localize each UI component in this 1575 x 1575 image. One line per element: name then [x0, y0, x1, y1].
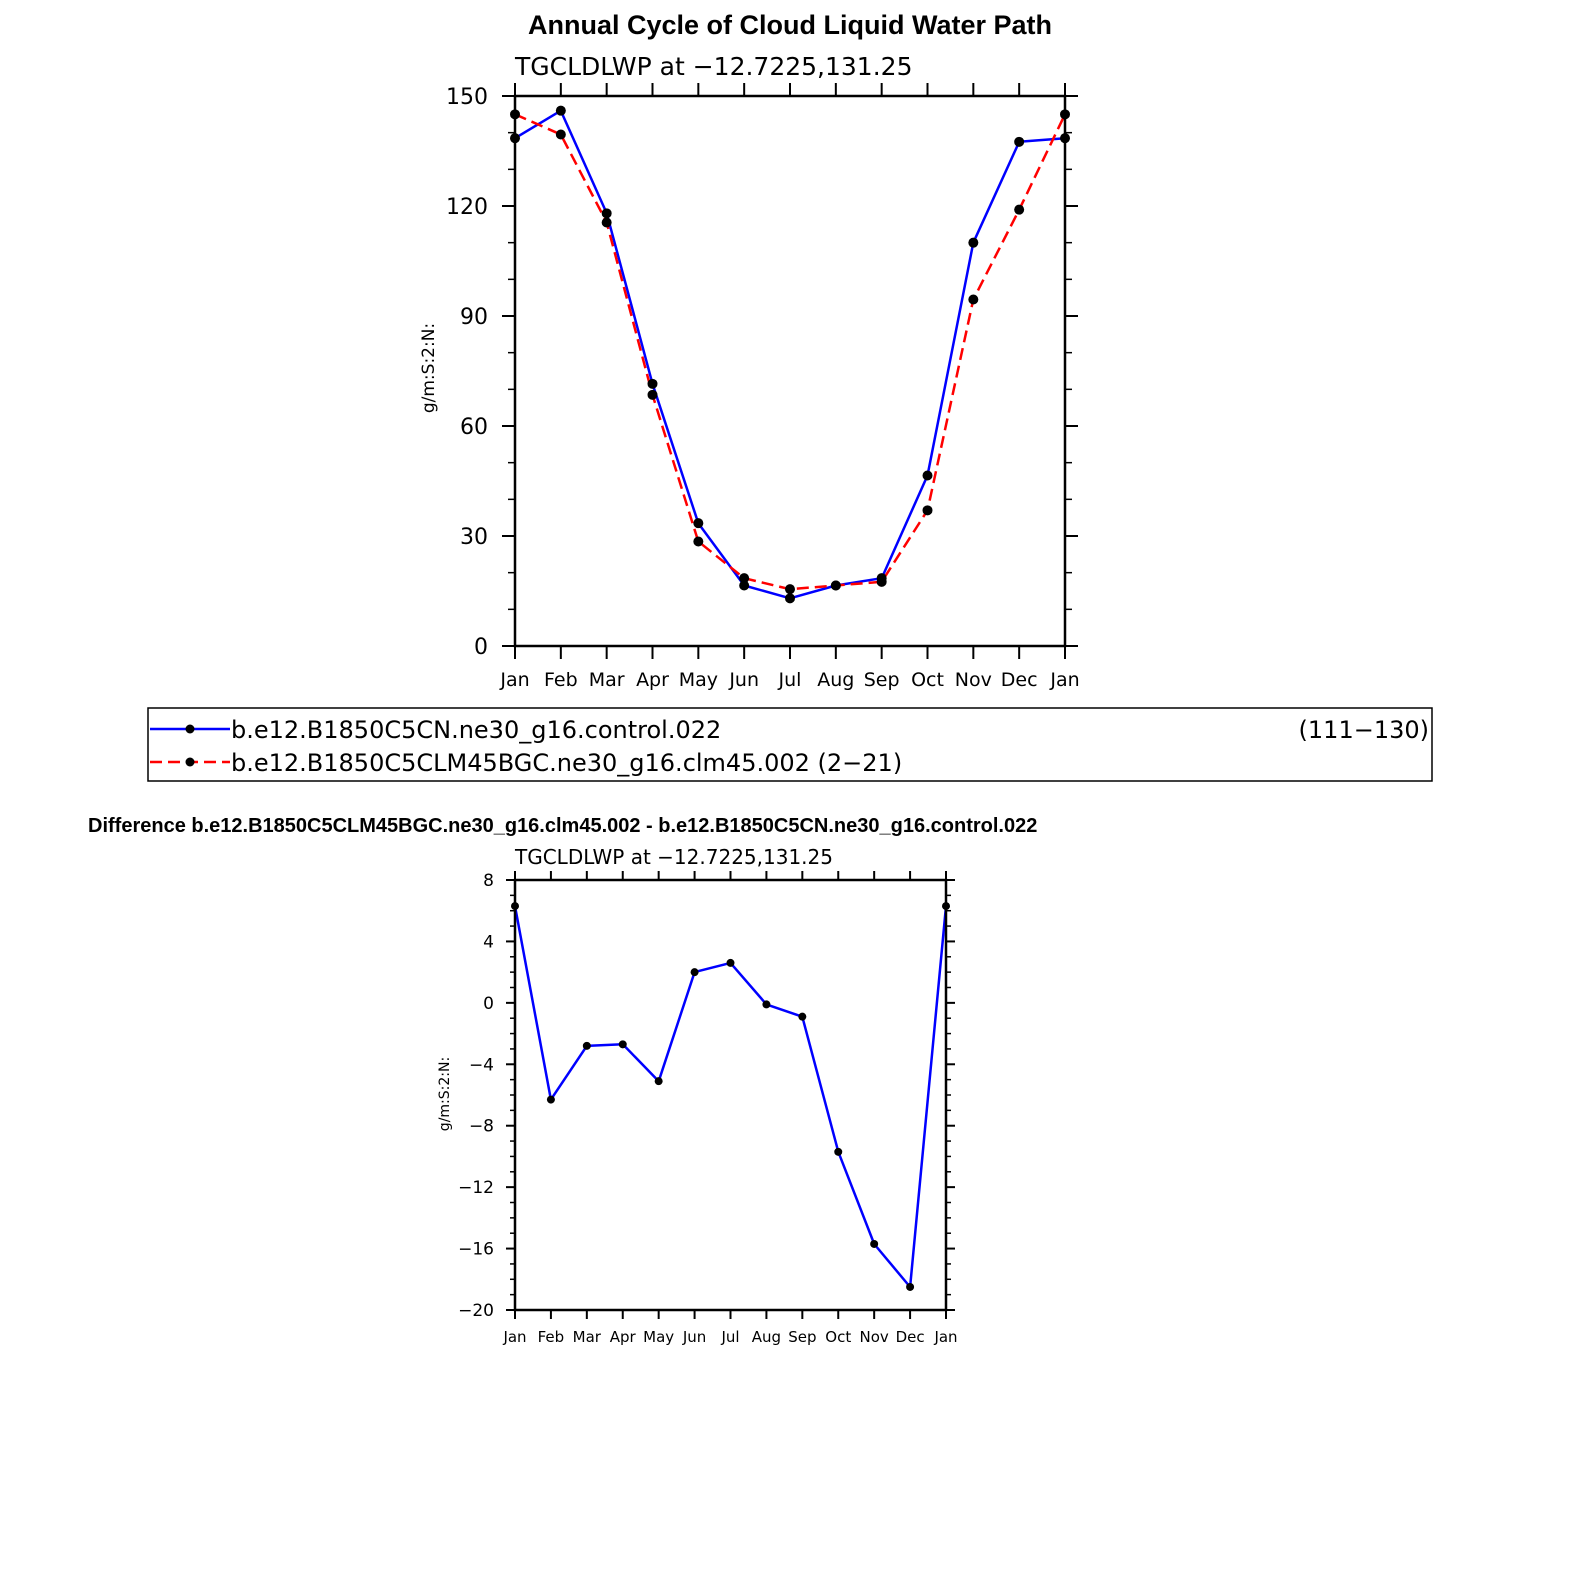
y-tick-label: 0 [474, 635, 488, 660]
y-tick-label: 150 [446, 85, 488, 110]
legend-item-clm45 [150, 749, 902, 777]
legend-item-control [150, 716, 1429, 744]
x-tick-label: Jan [503, 1328, 527, 1346]
y-tick-label: 60 [460, 415, 488, 440]
data-point-series-0 [762, 1000, 770, 1008]
x-tick-label: Feb [537, 1328, 565, 1346]
data-point-series-0 [923, 471, 933, 481]
x-tick-label: Oct [911, 669, 944, 691]
chart1-series [510, 106, 1070, 604]
chart2-plot-frame [515, 880, 946, 1310]
x-tick-label: Mar [572, 1328, 601, 1346]
data-point-series-0 [619, 1040, 627, 1048]
x-tick-label: Dec [1000, 669, 1038, 691]
data-point-series-1 [877, 577, 887, 587]
legend [148, 708, 1432, 781]
x-tick-label: Jul [721, 1328, 740, 1346]
data-point-series-1 [831, 581, 841, 591]
data-point-series-0 [602, 208, 612, 218]
legend-label-clm45: b.e12.B1850C5CLM45BGC.ne30_g16.clm45.002 (2−21) [231, 749, 903, 777]
data-point-series-1 [968, 295, 978, 305]
x-tick-label: Jul [778, 669, 802, 691]
y-tick-label: −12 [458, 1178, 494, 1199]
data-point-series-0 [727, 959, 735, 967]
data-point-series-0 [785, 593, 795, 603]
legend-marker-red [186, 758, 195, 767]
x-tick-label: May [678, 669, 718, 691]
x-tick-label: Apr [609, 1328, 636, 1346]
y-tick-label: 8 [483, 871, 494, 891]
data-point-series-0 [870, 1240, 878, 1248]
difference-chart [88, 815, 1037, 1346]
y-tick-label: 0 [483, 993, 494, 1014]
y-tick-label: 90 [460, 305, 488, 330]
y-tick-label: 4 [483, 932, 494, 953]
x-tick-label: Feb [544, 669, 578, 691]
data-point-series-1 [923, 505, 933, 515]
legend-label-control: b.e12.B1850C5CN.ne30_g16.control.022 [231, 716, 722, 744]
x-tick-label: Nov [859, 1328, 889, 1346]
chart2-ticks [506, 871, 955, 1319]
y-tick-label: −20 [458, 1301, 494, 1321]
data-point-series-1 [1014, 205, 1024, 215]
data-point-series-1 [602, 218, 612, 228]
data-point-series-0 [648, 379, 658, 389]
data-point-series-0 [1014, 137, 1024, 147]
data-point-series-0 [655, 1077, 663, 1085]
data-point-series-0 [906, 1283, 914, 1291]
chart1-subtitle: TGCLDLWP at −12.7225,131.25 [515, 52, 913, 81]
chart2-y-tick-labels [458, 871, 494, 1321]
data-point-series-1 [648, 390, 658, 400]
data-point-series-0 [968, 238, 978, 248]
data-point-series-1 [693, 537, 703, 547]
chart1-x-tick-labels [499, 669, 1079, 691]
x-tick-label: May [643, 1328, 675, 1346]
x-tick-label: Jan [934, 1328, 958, 1346]
x-tick-label: Aug [817, 669, 855, 691]
x-tick-label: Apr [636, 669, 669, 691]
data-point-series-0 [556, 106, 566, 116]
x-tick-label: Jun [682, 1328, 707, 1346]
chart1-plot-frame [515, 96, 1065, 646]
legend-years-control: (111−130) [1298, 716, 1429, 744]
x-tick-label: Jan [1050, 669, 1080, 691]
data-point-series-0 [547, 1096, 555, 1104]
x-tick-label: Sep [788, 1328, 817, 1346]
series-line-1 [515, 114, 1065, 589]
x-tick-label: Nov [954, 669, 992, 691]
y-tick-label: −8 [468, 1116, 494, 1137]
data-point-series-1 [556, 130, 566, 140]
chart2-subtitle: TGCLDLWP at −12.7225,131.25 [515, 845, 833, 869]
chart2-series [511, 902, 950, 1291]
chart1-y-tick-labels [446, 85, 488, 660]
chart2-y-axis-label: g/m:S:2:N: [437, 1056, 453, 1132]
chart1-title: Annual Cycle of Cloud Liquid Water Path [527, 10, 1053, 40]
data-point-series-0 [798, 1013, 806, 1021]
annual-cycle-chart [419, 10, 1080, 691]
x-tick-label: Dec [895, 1328, 925, 1346]
y-tick-label: −4 [468, 1055, 494, 1076]
data-point-series-0 [834, 1148, 842, 1156]
chart2-title: Difference b.e12.B1850C5CLM45BGC.ne30_g16.clm45.002 - b.e12.B1850C5CN.ne30_g16.control.022 [88, 815, 1038, 837]
data-point-series-0 [691, 968, 699, 976]
y-tick-label: 120 [446, 195, 488, 220]
y-tick-label: −16 [458, 1239, 494, 1260]
x-tick-label: Oct [825, 1328, 852, 1346]
x-tick-label: Sep [863, 669, 900, 691]
x-tick-label: Jan [500, 669, 530, 691]
y-tick-label: 30 [460, 525, 488, 550]
data-point-series-1 [739, 573, 749, 583]
chart1-y-axis-label: g/m:S:2:N: [419, 322, 439, 414]
x-tick-label: Mar [588, 669, 625, 691]
series-line-0 [515, 111, 1065, 599]
data-point-series-1 [785, 584, 795, 594]
data-point-series-0 [583, 1042, 591, 1050]
legend-marker-blue [186, 725, 195, 734]
x-tick-label: Jun [729, 669, 760, 691]
x-tick-label: Aug [751, 1328, 782, 1346]
chart2-x-tick-labels [502, 1328, 957, 1346]
data-point-series-0 [693, 518, 703, 528]
